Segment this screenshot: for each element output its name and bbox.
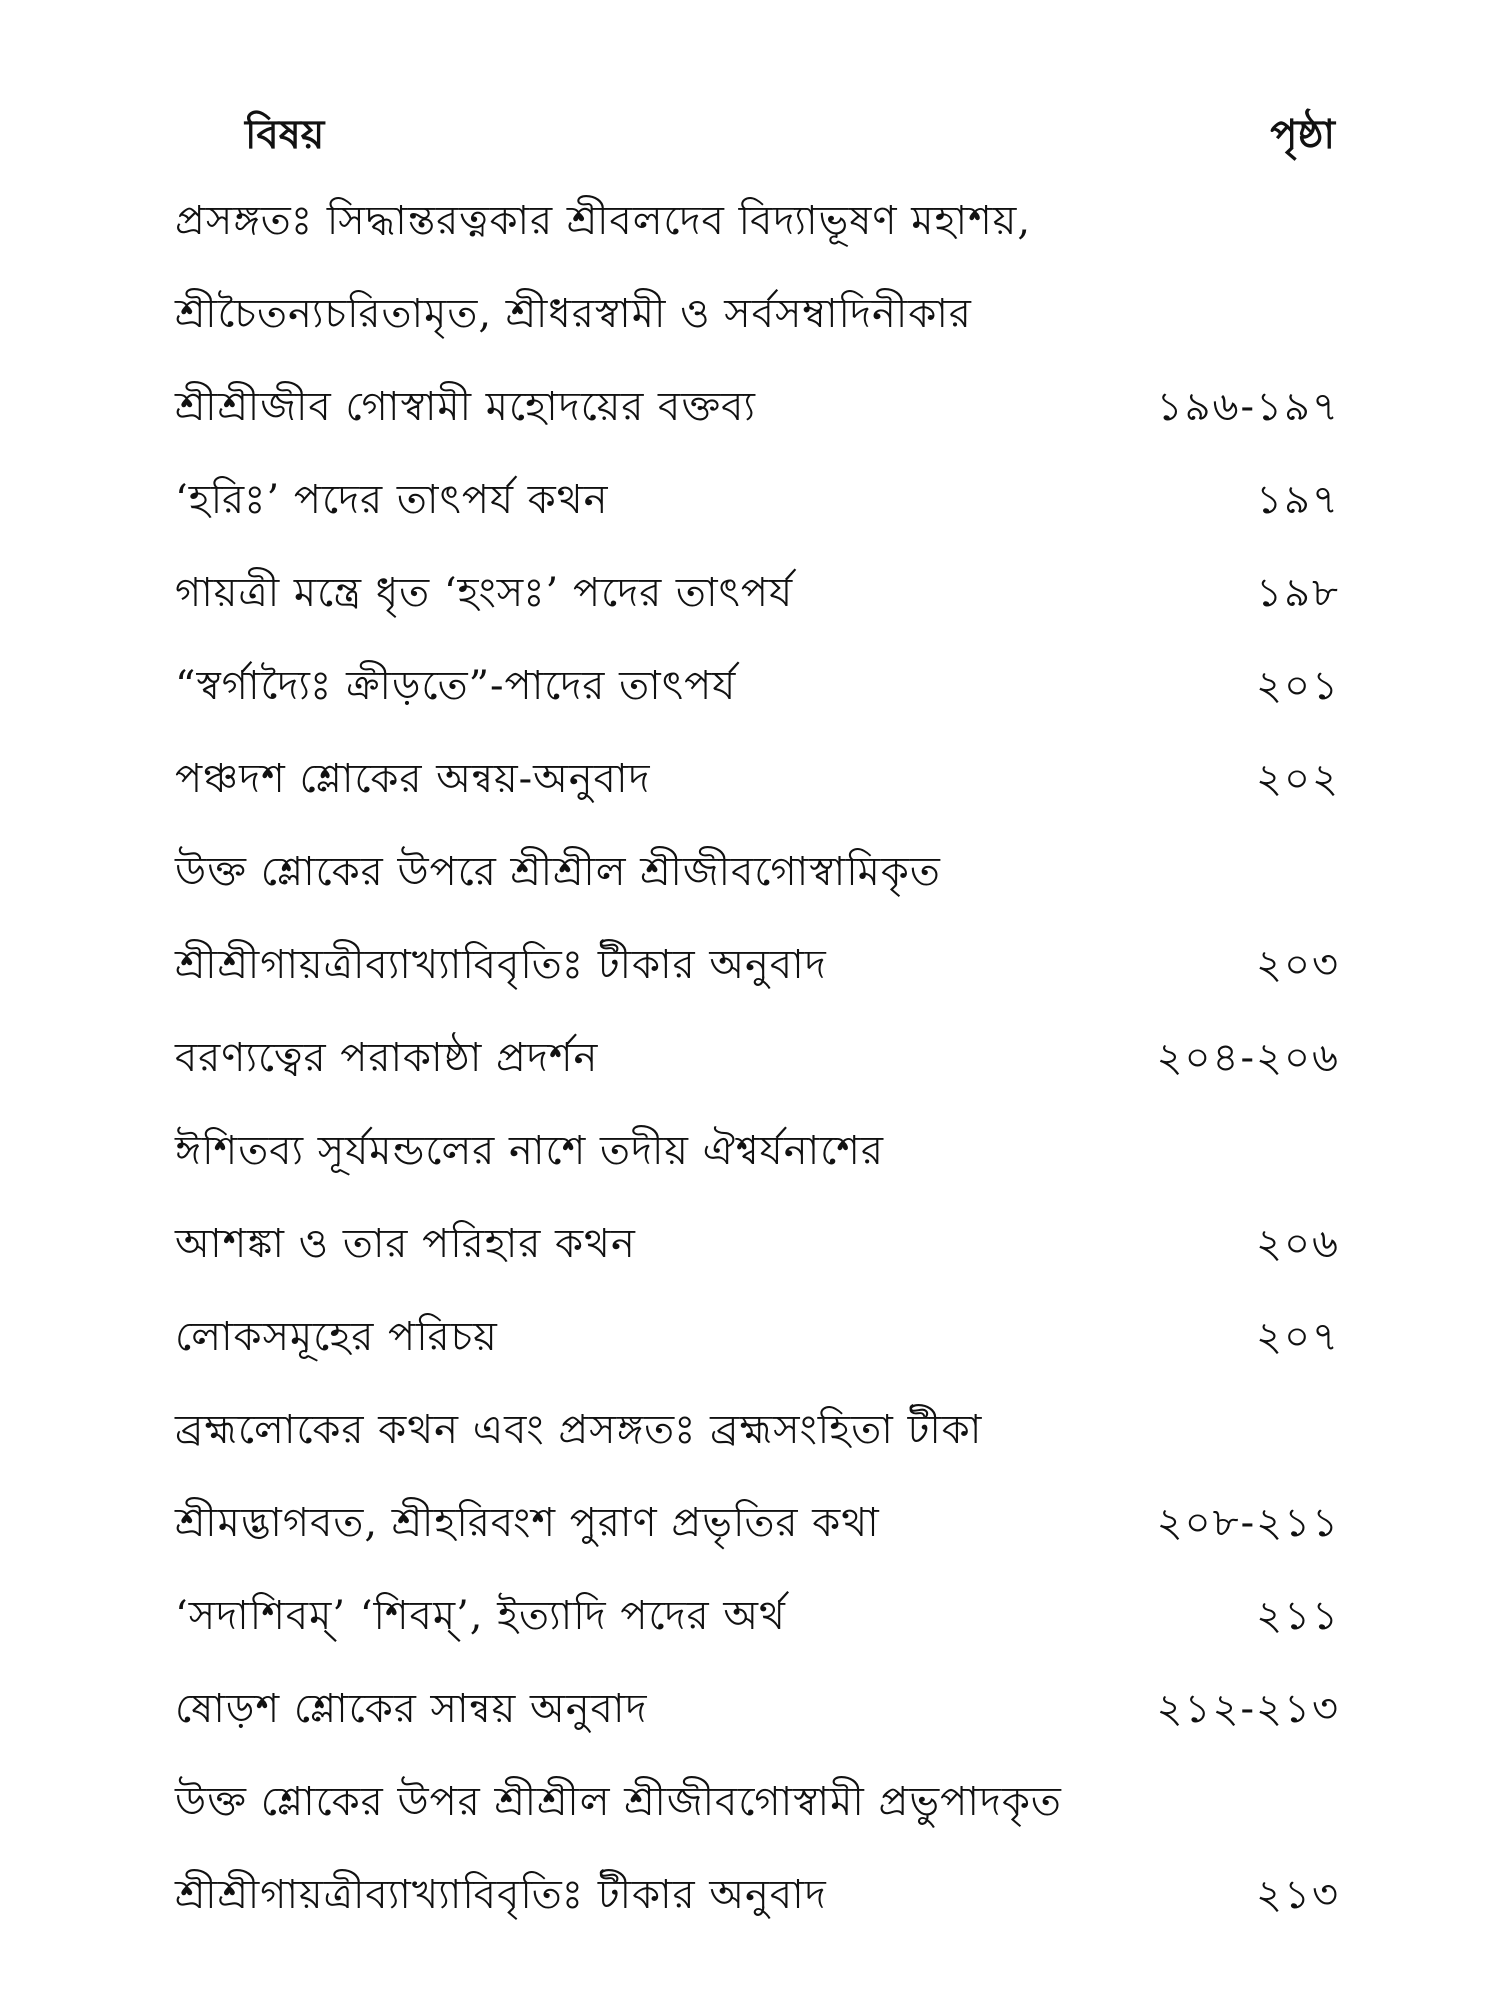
toc-entry-text: শ্রীশ্রীজীব গোস্বামী মহোদয়ের বক্তব্য [175, 384, 757, 430]
page-column-heading: পৃষ্ঠা [1270, 111, 1335, 158]
toc-entry-page: ২০৭ [1255, 1314, 1340, 1360]
toc-entry [175, 826, 1340, 919]
toc-entry-text: ঈশিতব্য সূর্যমন্ডলের নাশে তদীয় ঐশ্বর্যনাশের [175, 1128, 884, 1174]
toc-entry-page: ২১২-২১৩ [1156, 1686, 1340, 1732]
toc-entry [175, 1198, 1340, 1291]
toc-entry-page: ২০৮-২১১ [1156, 1500, 1340, 1546]
toc-entry-text: শ্রীচৈতন্যচরিতামৃত, শ্রীধরস্বামী ও সর্বসম্বাদিনীকার [175, 291, 972, 337]
toc-entry [175, 1105, 1340, 1198]
toc-entry-text: পঞ্চদশ শ্লোকের অন্বয়-অনুবাদ [175, 756, 651, 802]
toc-entry [175, 454, 1340, 547]
toc-list [175, 175, 1340, 1942]
toc-entry-text: উক্ত শ্লোকের উপর শ্রীশ্রীল শ্রীজীবগোস্বামী প্রভুপাদকৃত [175, 1779, 1062, 1825]
toc-entry-text: “স্বর্গাদ্যৈঃ ক্রীড়তে”-পাদের তাৎপর্য [175, 663, 737, 709]
toc-entry-text: ষোড়শ শ্লোকের সান্বয় অনুবাদ [175, 1686, 648, 1732]
toc-entry-page: ২০২ [1255, 756, 1340, 802]
toc-entry-page: ১৯৬-১৯৭ [1156, 384, 1340, 430]
toc-entry-text: ‘হরিঃ’ পদের তাৎপর্য কথন [175, 477, 609, 523]
toc-entry [175, 733, 1340, 826]
toc-entry-text: লোকসমূহের পরিচয় [175, 1314, 498, 1360]
toc-entry-text: শ্রীশ্রীগায়ত্রীব্যাখ্যাবিবৃতিঃ টীকার অনুবাদ [175, 942, 827, 988]
toc-entry-page: ২০৩ [1255, 942, 1340, 988]
toc-entry-text: আশঙ্কা ও তার পরিহার কথন [175, 1221, 636, 1267]
toc-entry-text: শ্রীশ্রীগায়ত্রীব্যাখ্যাবিবৃতিঃ টীকার অনুবাদ [175, 1872, 827, 1918]
toc-entry-text: ‘সদাশিবম্’ ‘শিবম্’, ইত্যাদি পদের অর্থ [175, 1593, 786, 1639]
toc-entry-page: ২০১ [1256, 663, 1340, 709]
toc-entry-page: ২০৪-২০৬ [1156, 1035, 1340, 1081]
toc-header [175, 95, 1340, 175]
toc-entry [175, 268, 1340, 361]
toc-entry-page: ২০৬ [1255, 1221, 1340, 1267]
toc-entry [175, 1012, 1340, 1105]
toc-entry [175, 361, 1340, 454]
toc-entry [175, 1291, 1340, 1384]
toc-entry [175, 547, 1340, 640]
toc-entry [175, 1570, 1340, 1663]
subject-column-heading: বিষয় [245, 111, 325, 158]
toc-entry-text: শ্রীমদ্ভাগবত, শ্রীহরিবংশ পুরাণ প্রভৃতির কথা [175, 1500, 880, 1546]
toc-entry-text: গায়ত্রী মন্ত্রে ধৃত ‘হংসঃ’ পদের তাৎপর্য [175, 570, 794, 616]
toc-entry-page: ১৯৭ [1256, 477, 1340, 523]
toc-entry [175, 919, 1340, 1012]
toc-entry-page: ১৯৮ [1256, 570, 1340, 616]
toc-entry-page: ২১১ [1256, 1593, 1340, 1639]
toc-entry-text: ব্রহ্মলোকের কথন এবং প্রসঙ্গতঃ ব্রহ্মসংহিতা টীকা [175, 1407, 983, 1453]
toc-entry-text: প্রসঙ্গতঃ সিদ্ধান্তরত্নকার শ্রীবলদেব বিদ্যাভূষণ মহাশয়, [175, 198, 1032, 244]
toc-entry [175, 1756, 1340, 1849]
toc-entry [175, 640, 1340, 733]
toc-entry-text: বরণ্যত্বের পরাকাষ্ঠা প্রদর্শন [175, 1035, 599, 1081]
toc-entry-page: ২১৩ [1256, 1872, 1340, 1918]
toc-entry [175, 175, 1340, 268]
toc-entry [175, 1477, 1340, 1570]
toc-entry [175, 1663, 1340, 1756]
toc-entry [175, 1849, 1340, 1942]
toc-entry [175, 1384, 1340, 1477]
toc-entry-text: উক্ত শ্লোকের উপরে শ্রীশ্রীল শ্রীজীবগোস্বামিকৃত [175, 849, 941, 895]
